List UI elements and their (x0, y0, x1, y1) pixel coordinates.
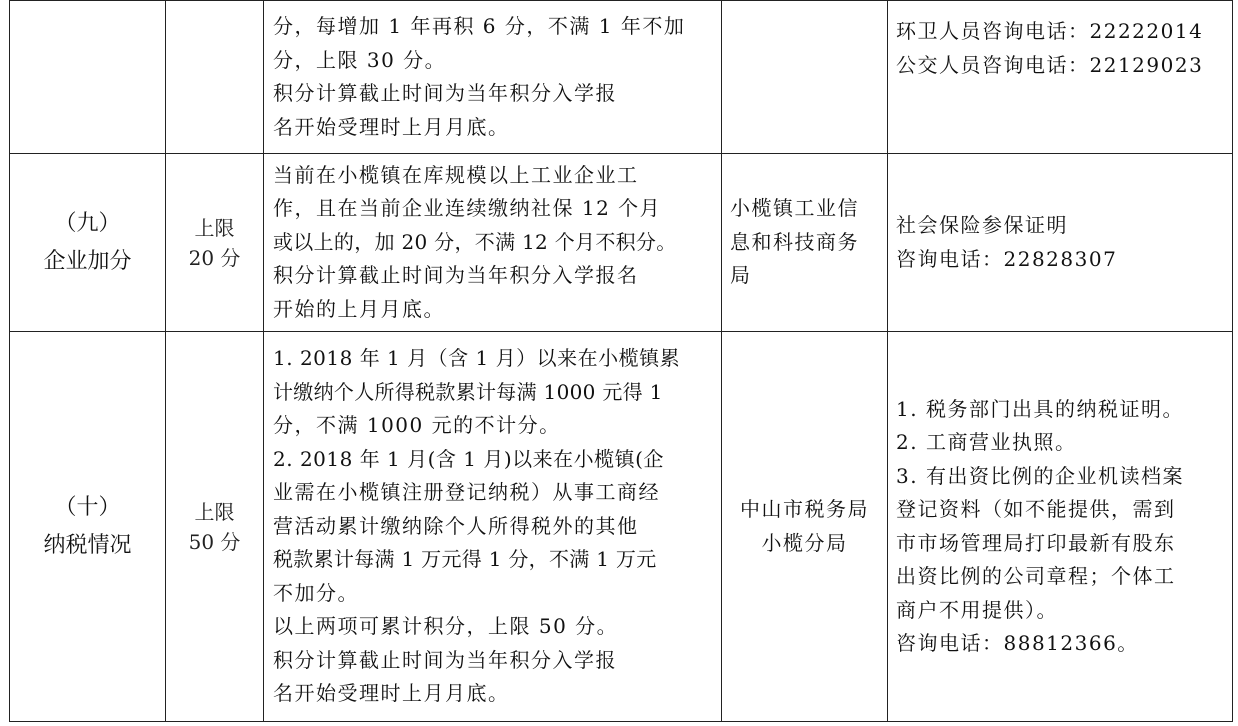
department-line: 小榄镇工业信 (730, 196, 859, 221)
points-table (9, 0, 1233, 722)
materials-line: 咨询电话：88812366。 (896, 631, 1139, 655)
materials-line: 商户不用提供）。 (896, 597, 1058, 622)
table-row (10, 1, 1233, 154)
department-cell (722, 332, 888, 722)
materials-line: 咨询电话：22828307 (896, 246, 1118, 271)
department-cell (722, 154, 888, 332)
department-line: 小榄分局 (761, 530, 848, 555)
materials-line: 2. 工商营业执照。 (896, 430, 1077, 454)
standard-line: 2. 2018 年 1 月(含 1 月)以来在小榄镇(企 (273, 446, 664, 471)
department-line: 息和科技商务 (730, 229, 859, 254)
standard-line: 分，不满 1000 元的不计分。 (273, 413, 561, 438)
standard-line: 名开始受理时上月月底。 (273, 681, 510, 706)
limit-cell (166, 154, 264, 332)
limit-cell (166, 332, 264, 722)
category-cell (10, 332, 166, 722)
standard-line: 不加分。 (273, 580, 359, 605)
materials-line: 3. 有出资比例的企业机读档案 (896, 463, 1184, 488)
standard-line: 1. 2018 年 1 月（含 1 月）以来在小榄镇累 (273, 346, 681, 371)
materials-line: 1. 税务部门出具的纳税证明。 (896, 396, 1184, 421)
standard-line: 营活动累计缴纳除个人所得税外的其他 (273, 513, 639, 538)
standard-line: 计缴纳个人所得税款累计每满 1000 元得 1 (273, 379, 663, 404)
standard-line: 分，上限 30 分。 (273, 47, 447, 72)
standard-line: 当前在小榄镇在库规模以上工业企业工 (273, 162, 639, 187)
limit-label: 上限 (194, 499, 235, 524)
standard-line: 积分计算截止时间为当年积分入学报名 (273, 263, 639, 288)
department-line: 局 (730, 263, 752, 288)
materials-cell (888, 154, 1233, 332)
materials-line: 登记资料（如不能提供，需到 (896, 497, 1176, 521)
category-title: 纳税情况 (43, 532, 132, 558)
standard-line: 以上两项可累计积分，上限 50 分。 (273, 614, 619, 639)
department-cell (722, 1, 888, 154)
materials-line: 社会保险参保证明 (896, 213, 1068, 237)
category-number: （九） (54, 210, 121, 236)
category-number: （十） (54, 494, 121, 520)
category-cell (10, 1, 166, 154)
category-cell (10, 154, 166, 332)
materials-cell (888, 1, 1233, 154)
standard-line: 作，且在当前企业连续缴纳社保 12 个月 (273, 196, 662, 221)
materials-line: 出资比例的公司章程；个体工 (896, 564, 1176, 588)
table-row (10, 332, 1233, 722)
materials-line: 环卫人员咨询电话：22222014 (896, 19, 1204, 43)
standard-line: 业需在小榄镇注册登记纳税）从事工商经 (273, 480, 660, 505)
standard-line: 分，每增加 1 年再积 6 分，不满 1 年不加 (273, 14, 686, 38)
standard-line: 积分计算截止时间为当年积分入学报 (273, 647, 617, 672)
materials-line: 公交人员咨询电话：22129023 (896, 52, 1204, 77)
limit-cell (166, 1, 264, 154)
materials-line: 市市场管理局打印最新有股东 (896, 530, 1176, 555)
standard-line: 开始的上月月底。 (273, 296, 445, 321)
standard-cell (264, 1, 722, 154)
limit-value: 50 分 (188, 529, 241, 554)
table-row (10, 154, 1233, 332)
standard-line: 积分计算截止时间为当年积分入学报 (273, 81, 617, 105)
standard-line: 名开始受理时上月月底。 (273, 114, 510, 139)
materials-cell (888, 332, 1233, 722)
limit-value: 20 分 (188, 245, 241, 270)
standard-line: 税款累计每满 1 万元得 1 分，不满 1 万元 (273, 547, 657, 572)
standard-line: 或以上的，加 20 分，不满 12 个月不积分。 (273, 229, 677, 254)
limit-label: 上限 (194, 215, 235, 240)
standard-cell (264, 332, 722, 722)
standard-cell (264, 154, 722, 332)
department-line: 中山市税务局 (740, 497, 869, 521)
category-title: 企业加分 (43, 248, 132, 274)
